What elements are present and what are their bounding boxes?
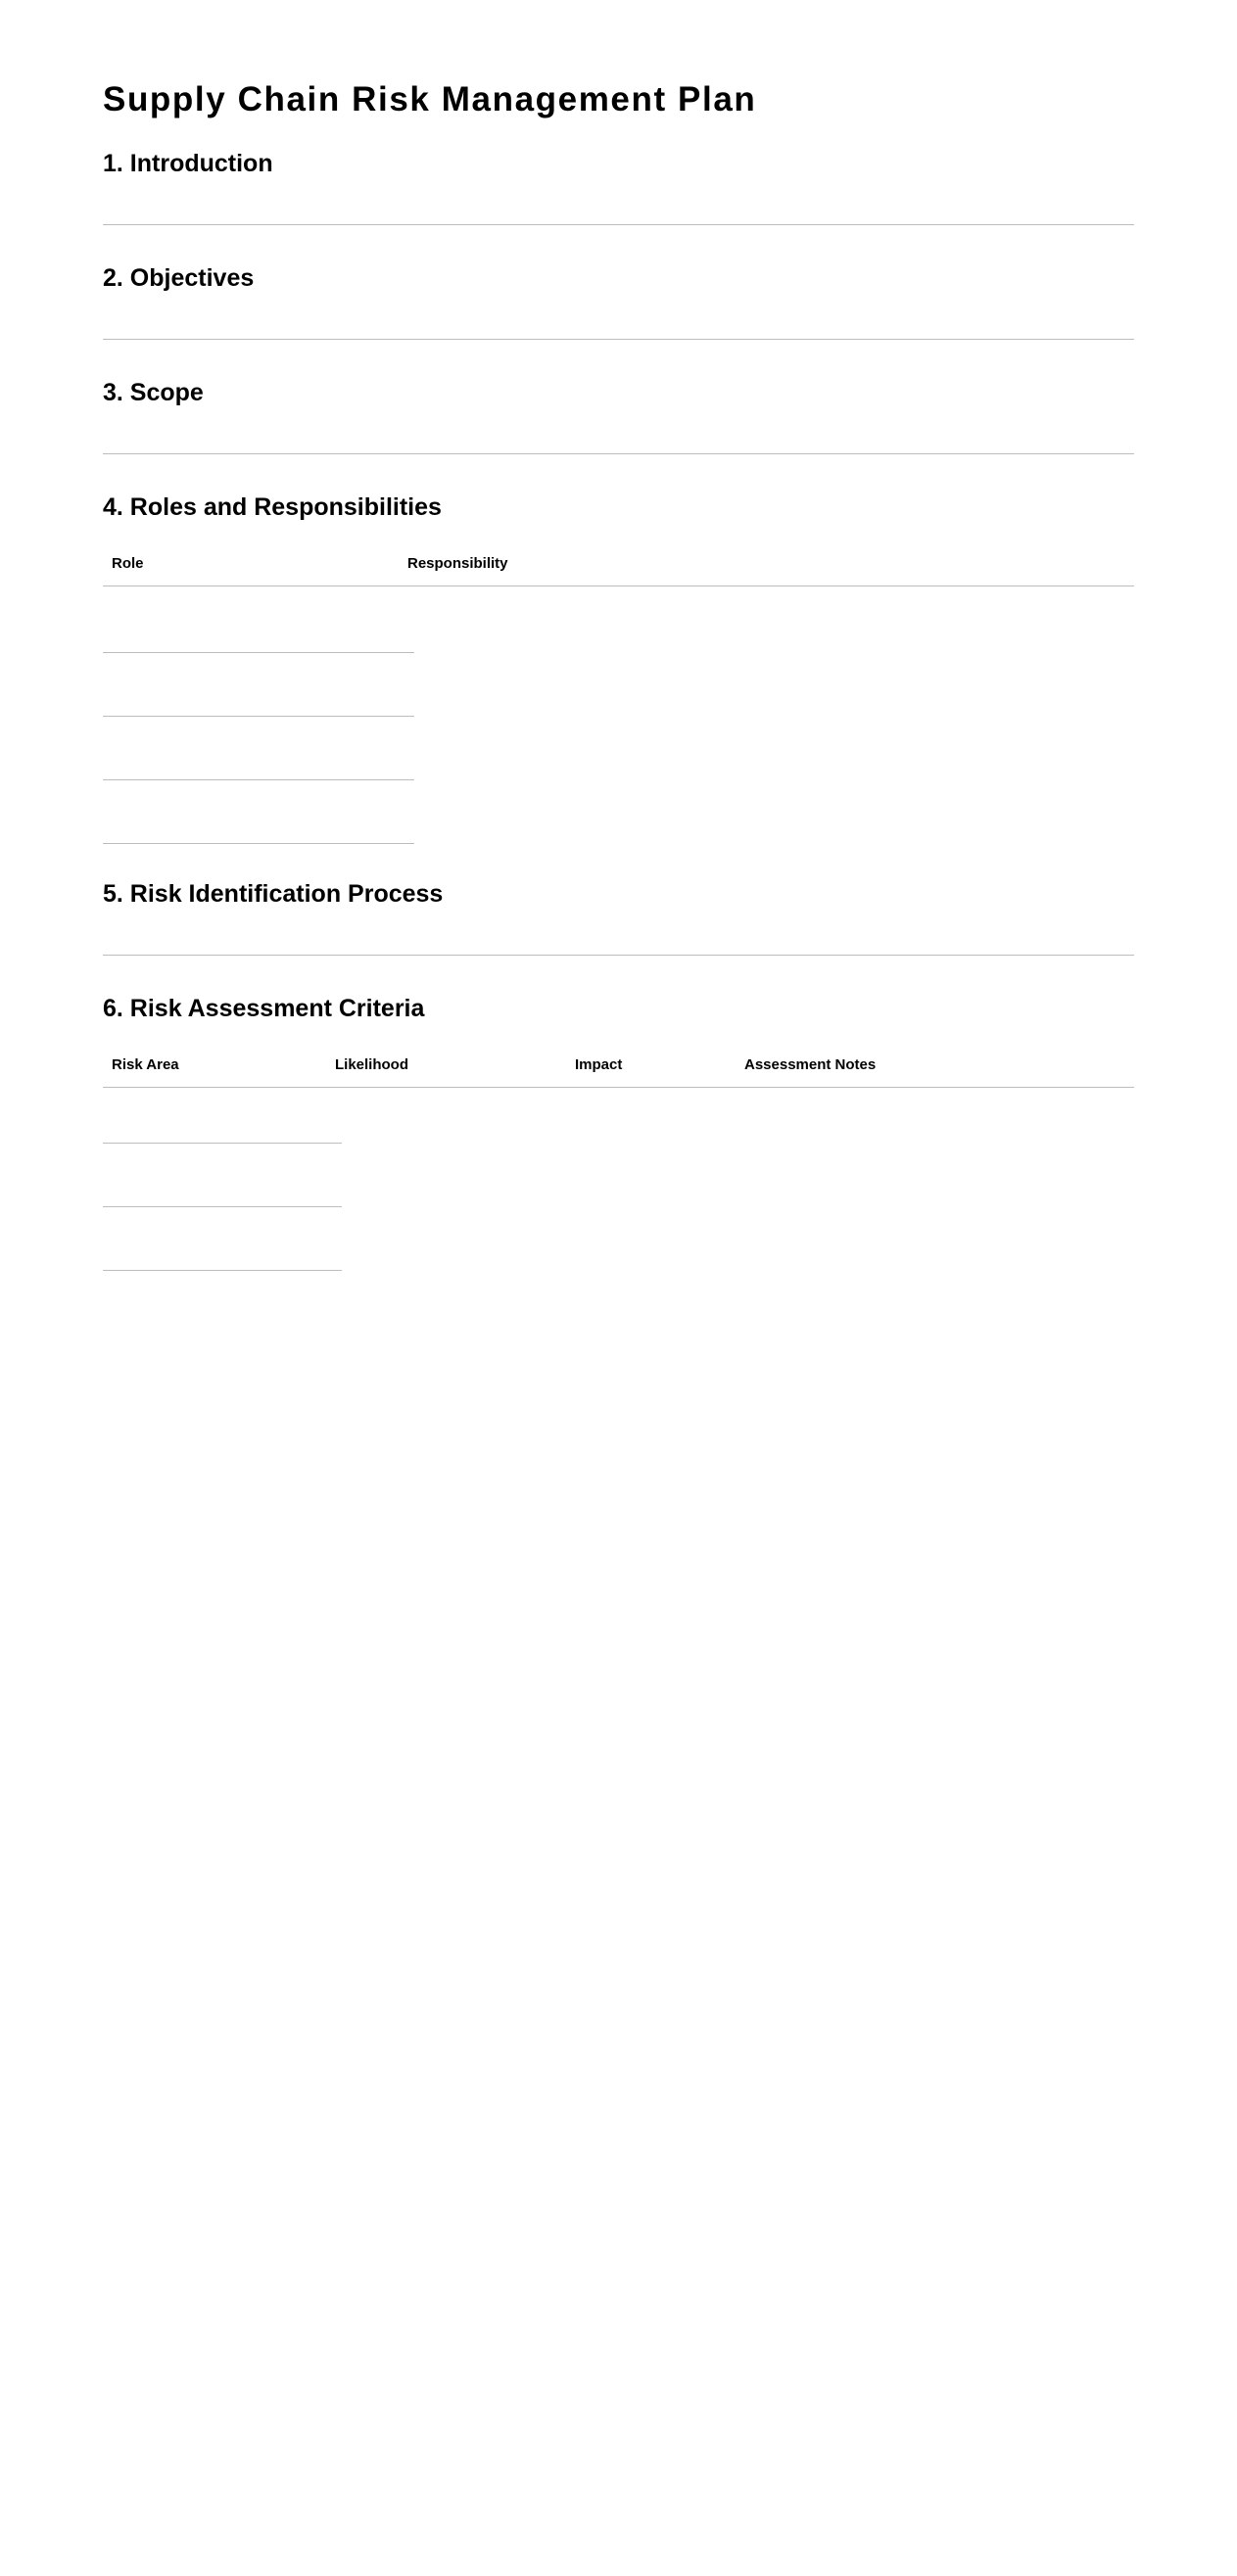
column-header-impact: Impact [575, 1056, 623, 1073]
section-heading-risk-identification: 5. Risk Identification Process [103, 880, 444, 908]
table-row [103, 843, 414, 844]
table-header-divider [103, 585, 1134, 586]
table-header-divider [103, 1087, 1134, 1088]
section-divider [103, 955, 1134, 956]
section-heading-roles: 4. Roles and Responsibilities [103, 493, 442, 521]
table-row [103, 1206, 342, 1207]
table-row [103, 779, 414, 780]
table-row [103, 652, 414, 653]
section-divider [103, 224, 1134, 225]
section-heading-risk-assessment: 6. Risk Assessment Criteria [103, 995, 425, 1022]
column-header-risk-area: Risk Area [112, 1056, 179, 1073]
document-title: Supply Chain Risk Management Plan [103, 80, 757, 118]
section-divider [103, 339, 1134, 340]
table-row [103, 1270, 342, 1271]
section-divider [103, 453, 1134, 454]
section-heading-introduction: 1. Introduction [103, 150, 273, 177]
column-header-responsibility: Responsibility [407, 555, 508, 572]
column-header-role: Role [112, 555, 144, 572]
section-heading-scope: 3. Scope [103, 379, 204, 406]
table-row [103, 1143, 342, 1144]
column-header-likelihood: Likelihood [335, 1056, 408, 1073]
table-row [103, 716, 414, 717]
column-header-assessment-notes: Assessment Notes [744, 1056, 877, 1073]
section-heading-objectives: 2. Objectives [103, 264, 255, 292]
